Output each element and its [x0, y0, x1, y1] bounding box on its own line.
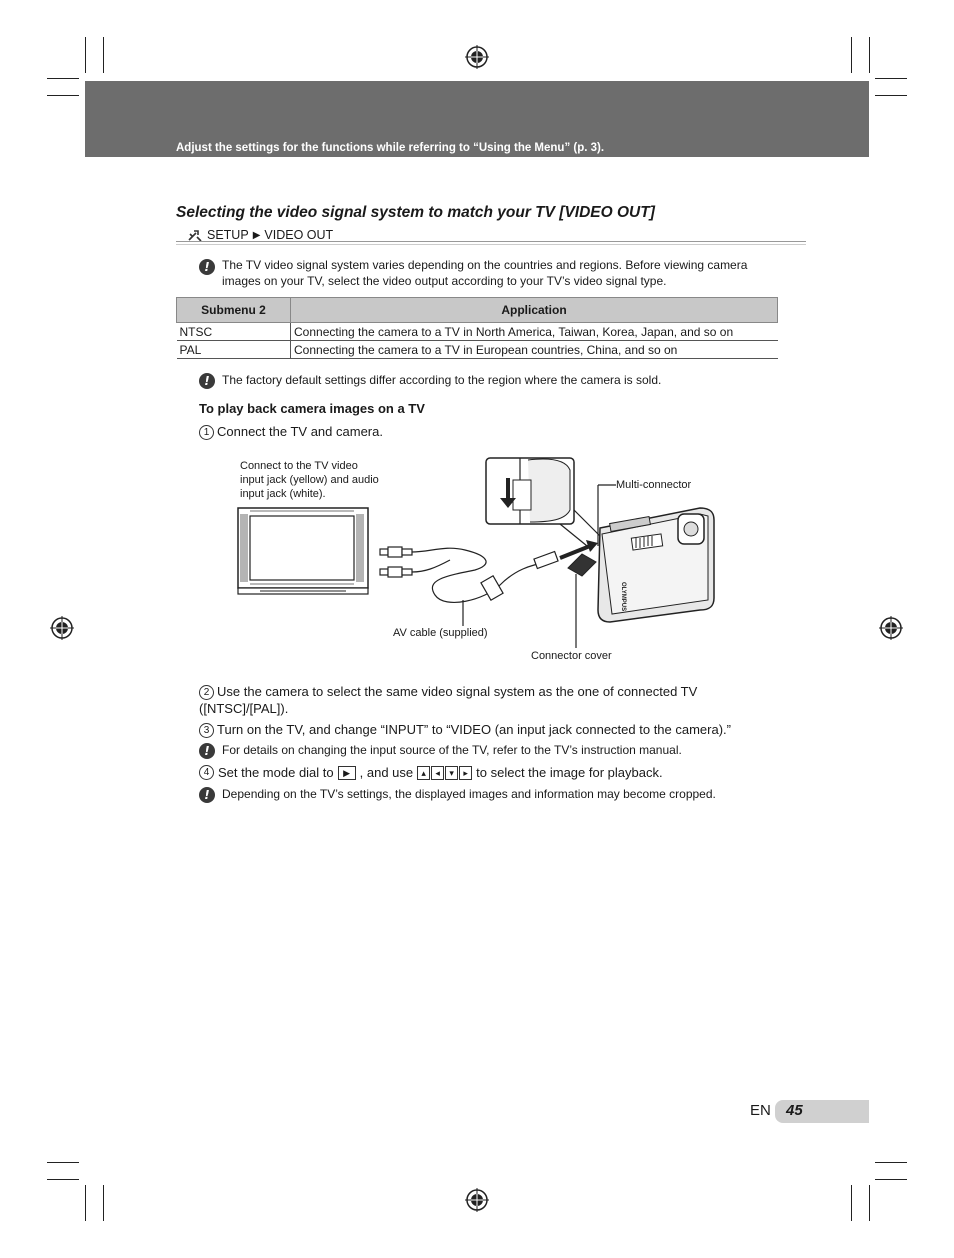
camera-brand: OLYMPUS [620, 582, 626, 612]
crop-mark [103, 1185, 104, 1221]
crop-mark [851, 1185, 852, 1221]
crop-mark [875, 78, 907, 79]
crop-mark [869, 37, 870, 73]
arrow-down-icon: ▾ [445, 766, 458, 780]
step-2-text: Use the camera to select the same video signal system as the one of connected TV ([NTSC]/[PAL]). [199, 684, 698, 716]
step-1 [199, 423, 383, 440]
table-header-submenu: Submenu 2 [177, 298, 291, 323]
table-cell-submenu: NTSC [177, 323, 291, 341]
arrow-right-icon: ▸ [459, 766, 472, 780]
crop-mark [103, 37, 104, 73]
header-instruction: Adjust the settings for the functions while referring to “Using the Menu” (p. 3). [176, 142, 605, 154]
step-4-text-c: to select the image for playback. [476, 765, 663, 780]
table-header-row [177, 298, 778, 323]
arrow-right-icon: ▶ [252, 229, 261, 241]
crop-mark [875, 1179, 907, 1180]
registration-mark-icon [50, 616, 74, 640]
arrow-up-icon: ▴ [417, 766, 430, 780]
crop-mark [85, 1185, 86, 1221]
step-3-text: Turn on the TV, and change “INPUT” to “VIDEO (an input jack connected to the camera).” [217, 722, 731, 737]
step-4-text-a: Set the mode dial to [218, 765, 334, 780]
connector-detail-inset [486, 458, 602, 550]
menu-path-video-out: VIDEO OUT [264, 228, 334, 242]
caution-icon: ! [199, 787, 215, 803]
table-cell-application: Connecting the camera to a TV in European countries, China, and so on [291, 341, 778, 359]
crop-mark [47, 1162, 79, 1163]
note-intro: The TV video signal system varies depending on the countries and regions. Before viewing camera images on your TV, select the video output according to your TV’s video signal type. [222, 258, 748, 288]
registration-mark-icon [465, 45, 489, 69]
crop-mark [47, 1179, 79, 1180]
page-number: 45 [786, 1102, 803, 1119]
step-number-3-icon: 3 [199, 723, 214, 738]
caution-icon: ! [199, 743, 215, 759]
arrow-pad-icons [417, 766, 472, 780]
step-number-1-icon: 1 [199, 425, 214, 440]
divider [176, 241, 806, 242]
step-4 [199, 764, 663, 781]
tv-illustration-icon [238, 508, 368, 594]
playback-heading: To play back camera images on a TV [199, 401, 425, 416]
setup-wrench-icon [187, 229, 203, 242]
note-cropping: Depending on the TV’s settings, the displayed images and information may become cropped. [222, 787, 716, 801]
section-title: Selecting the video signal system to match your TV [VIDEO OUT] [176, 204, 655, 221]
crop-mark [875, 1162, 907, 1163]
crop-mark [875, 95, 907, 96]
table-row [177, 341, 778, 359]
step-number-2-icon: 2 [199, 685, 214, 700]
crop-mark [869, 1185, 870, 1221]
table-row [177, 323, 778, 341]
menu-path-setup: SETUP [207, 228, 249, 242]
note-factory-default: The factory default settings differ according to the region where the camera is sold. [222, 373, 662, 387]
step-3 [199, 721, 731, 738]
connector-cover-label: Connector cover [531, 650, 612, 662]
av-cable-icon [380, 547, 558, 626]
page-language: EN [750, 1102, 771, 1119]
tv-connection-label: Connect to the TV video input jack (yellow) and audio input jack (white). [240, 460, 379, 500]
table-header-application: Application [291, 298, 778, 323]
connection-diagram [230, 450, 730, 650]
crop-mark [85, 37, 86, 73]
step-4-text-b: , and use [359, 765, 414, 780]
crop-mark [47, 95, 79, 96]
crop-mark [47, 78, 79, 79]
registration-mark-icon [879, 616, 903, 640]
camera-illustration-icon [568, 485, 714, 648]
av-cable-label: AV cable (supplied) [393, 627, 488, 639]
multi-connector-label: Multi-connector [616, 479, 692, 491]
caution-icon: ! [199, 373, 215, 389]
step-1-text: Connect the TV and camera. [217, 424, 383, 439]
step-2 [199, 683, 779, 717]
registration-mark-icon [465, 1188, 489, 1212]
note-input-source: For details on changing the input source of the TV, refer to the TV’s instruction manual. [222, 743, 682, 757]
video-out-table [176, 297, 778, 359]
arrow-left-icon: ◂ [431, 766, 444, 780]
divider [176, 244, 806, 245]
step-number-4-icon: 4 [199, 765, 214, 780]
crop-mark [851, 37, 852, 73]
table-cell-application: Connecting the camera to a TV in North America, Taiwan, Korea, Japan, and so on [291, 323, 778, 341]
table-cell-submenu: PAL [177, 341, 291, 359]
caution-icon: ! [199, 259, 215, 275]
playback-mode-icon: ▶ [338, 766, 356, 780]
menu-path [187, 228, 333, 242]
